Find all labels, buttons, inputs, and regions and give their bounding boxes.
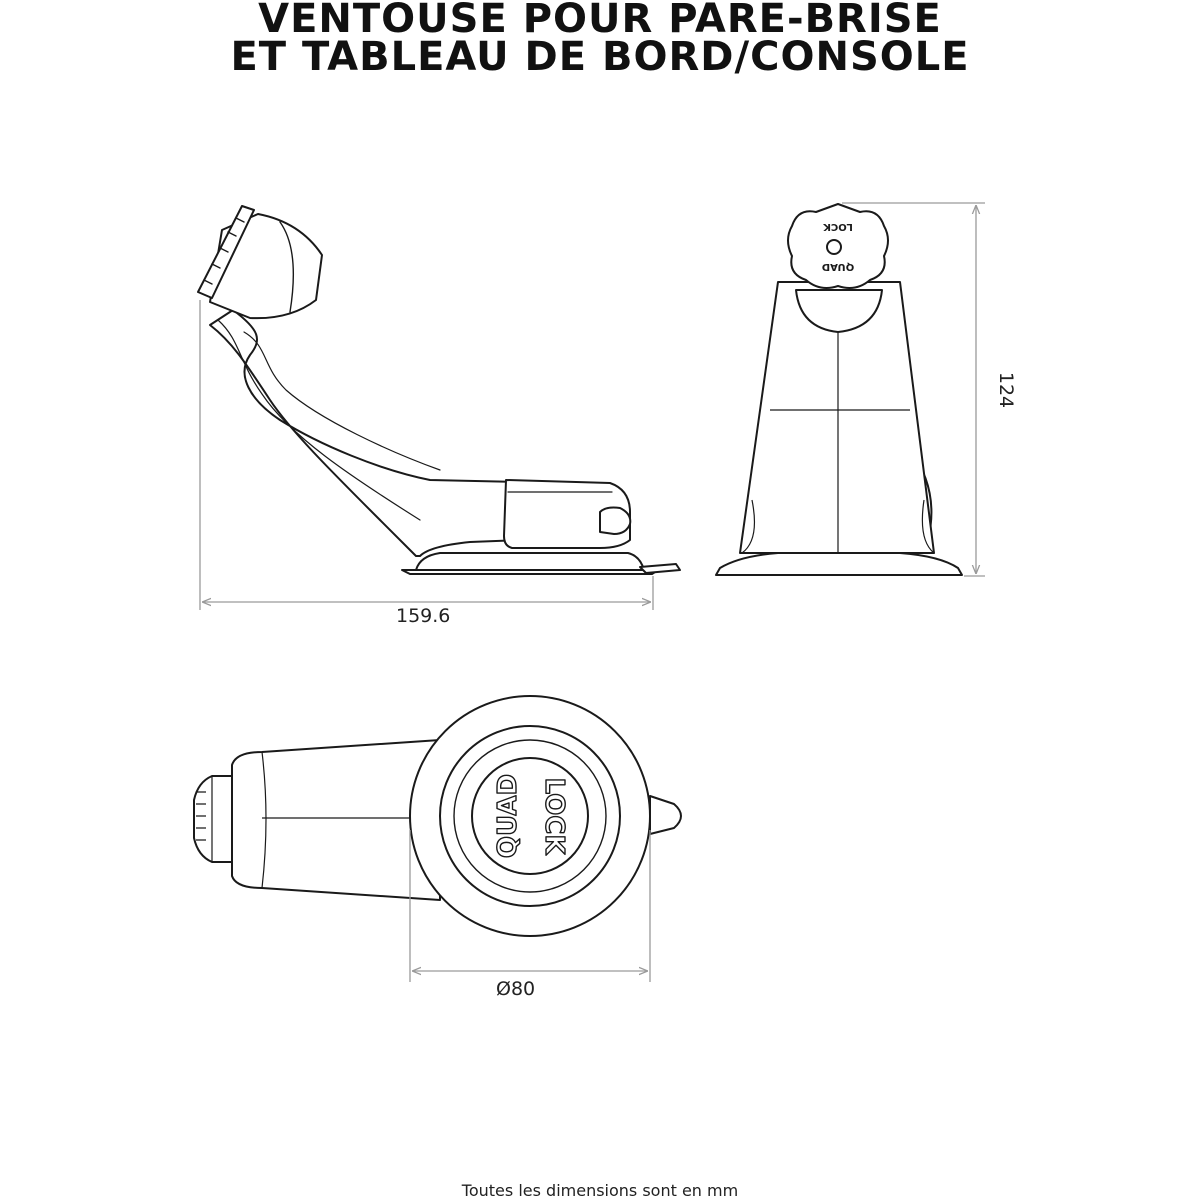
top-brand-text-line1: QUAD: [493, 773, 523, 859]
side-release-tab: [640, 564, 680, 573]
diameter-label: Ø80: [496, 978, 536, 1000]
front-brand-text-bottom: QUAD: [821, 261, 855, 272]
title-line-2: ET TABLEAU DE BORD/CONSOLE: [230, 34, 970, 80]
top-release-nub: [650, 796, 681, 834]
side-arm-inner-line-2: [244, 332, 440, 470]
top-brand-text-line2: LOCK: [539, 777, 569, 855]
front-view: [716, 204, 962, 575]
side-arm: [210, 310, 520, 556]
title-line-1: VENTOUSE POUR PARE-BRISE: [258, 0, 942, 42]
side-lock-slot: [600, 508, 630, 535]
front-base: [716, 553, 962, 575]
top-mount-ring: [194, 776, 232, 862]
top-lock-cap: [472, 758, 588, 874]
front-lock-button: [827, 240, 841, 254]
length-label: 159.6: [396, 605, 451, 627]
side-suction-cup: [416, 553, 644, 570]
top-view: [194, 696, 681, 936]
units-note: Toutes les dimensions sont en mm: [461, 1181, 739, 1200]
side-view: [198, 206, 680, 574]
height-label: 124: [995, 371, 1017, 409]
front-brand-text-top: LOCK: [823, 221, 853, 232]
